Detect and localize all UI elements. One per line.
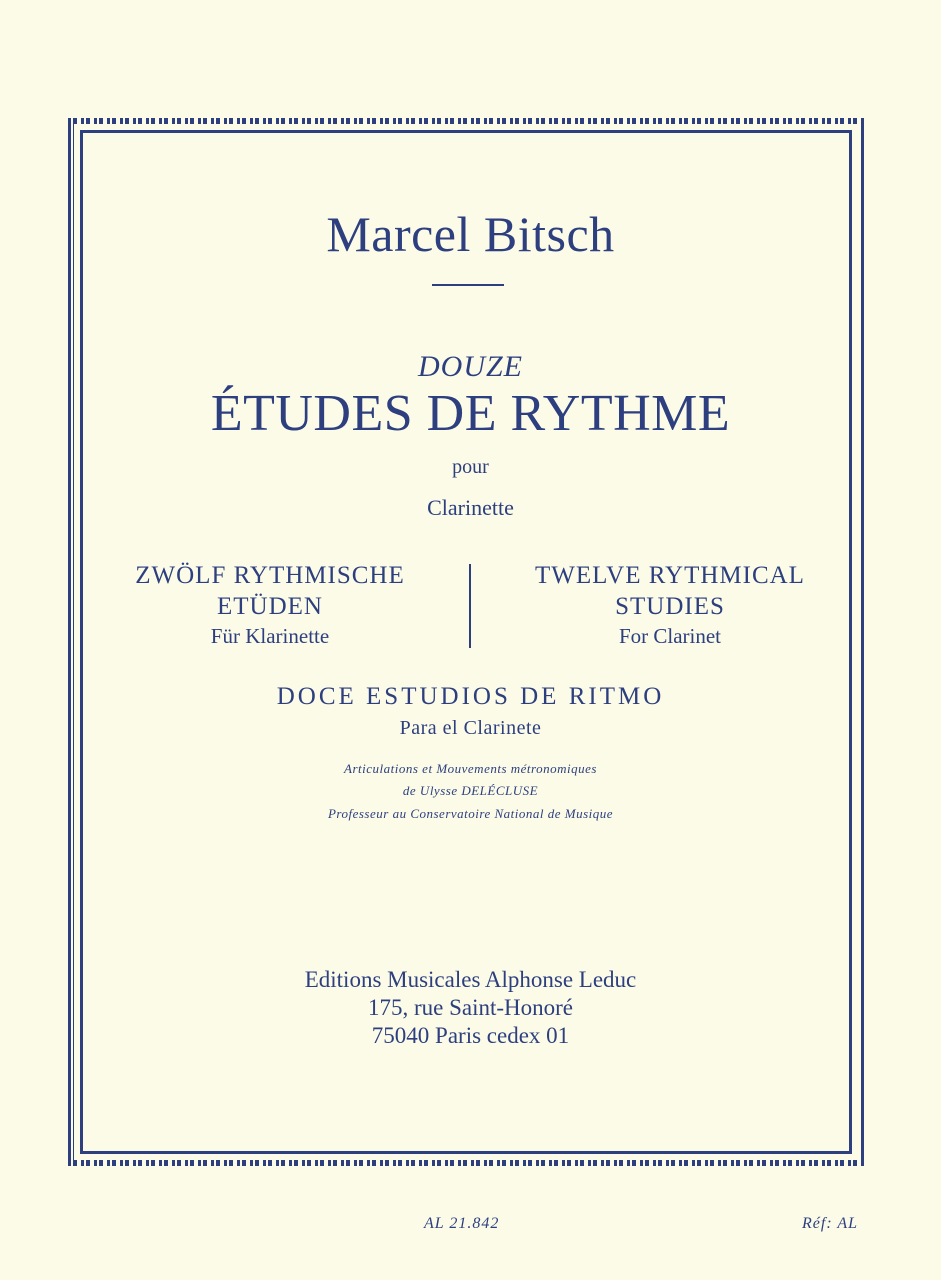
spanish-title: DOCE ESTUDIOS DE RITMO [276,683,665,710]
english-title-line2: STUDIES [615,593,725,620]
english-instrument: For Clarinet [618,624,722,648]
main-title: ÉTUDES DE RYTHME [210,385,731,442]
english-title-line1: TWELVE RYTHMICAL [535,562,805,589]
german-title-block [100,560,440,650]
german-title-line1: ZWÖLF RYTHMISCHE [135,562,405,589]
instrument-label: Clarinette [427,495,514,520]
publisher-block [0,966,941,1050]
title-prefix: DOUZE [417,350,523,383]
german-title-line2: ETÜDEN [217,593,323,620]
spanish-instrument: Para el Clarinete [399,717,542,739]
credit-line-1: Articulations et Mouvements métronomiques [344,761,597,776]
column-divider [469,564,471,648]
publisher-name: Editions Musicales Alphonse Leduc [304,967,637,992]
publisher-street: 175, rue Saint-Honoré [367,995,574,1020]
german-instrument: Für Klarinette [210,624,330,648]
composer-name: Marcel Bitsch [326,206,615,262]
pour-label: pour [452,456,489,478]
divider-rule [432,284,504,286]
credit-line-3: Professeur au Conservatoire National de Musique [327,806,614,821]
english-title-block [500,560,840,650]
publisher-city: 75040 Paris cedex 01 [371,1023,570,1048]
reference-code: Réf: AL [802,1215,859,1232]
credit-line-2: de Ulysse DELÉCLUSE [402,783,539,798]
catalog-number: AL 21.842 [424,1215,500,1232]
